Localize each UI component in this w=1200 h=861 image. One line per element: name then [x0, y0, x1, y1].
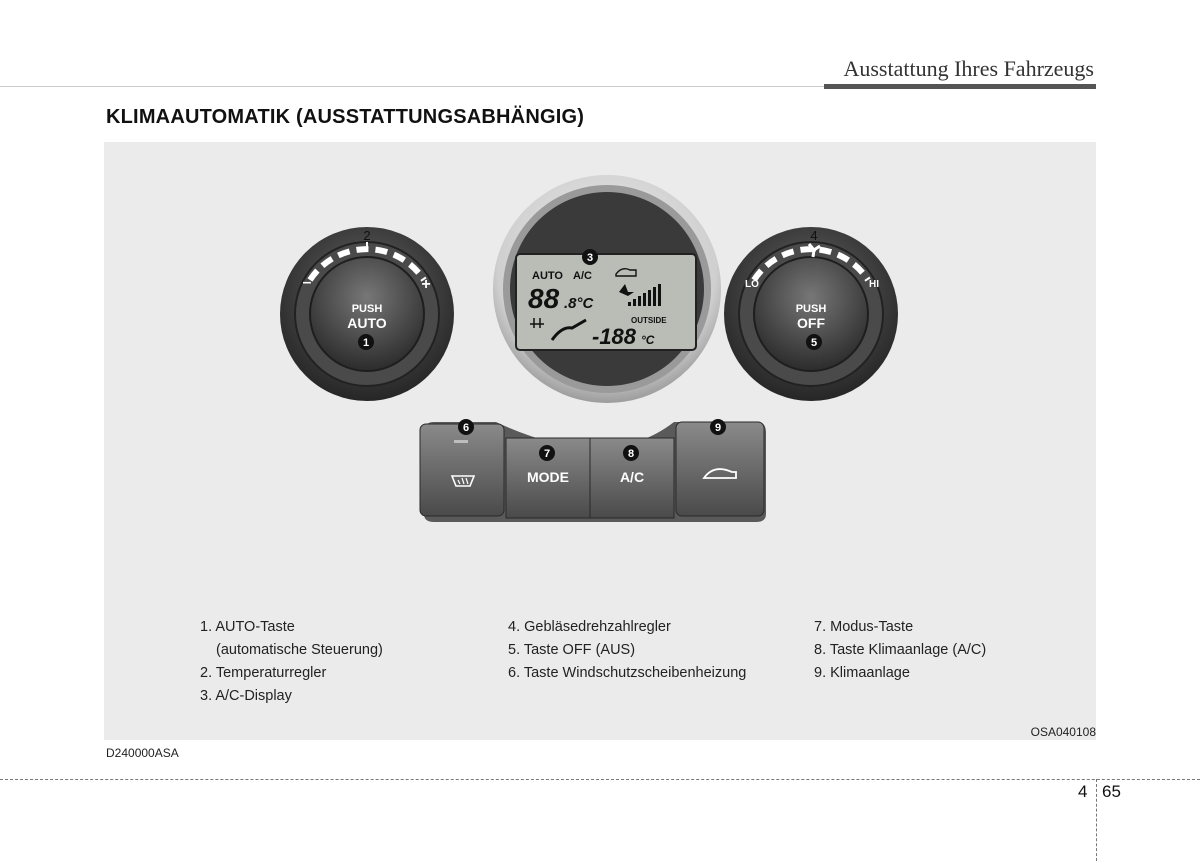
svg-text:9: 9 — [714, 422, 722, 434]
lcd-outside-unit: °C — [641, 333, 655, 347]
lcd-temp: 88 — [528, 283, 560, 314]
legend-item: 7. Modus-Taste — [814, 619, 914, 635]
legend-column-2 — [508, 616, 746, 685]
temperature-knob[interactable] — [280, 227, 454, 401]
ac-button-label: A/C — [619, 469, 645, 485]
callout-9 — [710, 419, 726, 435]
chapter-title: Ausstattung Ihres Fahrzeugs — [843, 56, 1094, 81]
header-rule — [824, 84, 1096, 89]
callout-7 — [539, 445, 555, 461]
lcd-temp-unit: .8°C — [564, 295, 594, 312]
footer-dashed-rule — [0, 779, 1200, 780]
callout-6 — [458, 419, 474, 435]
left-knob-line2: AUTO — [347, 315, 387, 331]
callout-1 — [358, 334, 374, 350]
button-bank — [420, 422, 766, 522]
figure-image-code: OSA040108 — [1030, 725, 1096, 739]
svg-text:4: 4 — [810, 228, 818, 243]
lcd-outside-temp: -188 — [592, 324, 637, 349]
legend-item: 6. Taste Windschutzscheibenheizung — [508, 665, 747, 681]
svg-text:5: 5 — [810, 337, 818, 349]
svg-text:2: 2 — [363, 228, 371, 243]
legend-column-3 — [814, 616, 986, 685]
legend-item: (automatische Steuerung) — [216, 642, 383, 658]
climate-control-figure — [104, 142, 1096, 740]
temp-minus-label: – — [302, 274, 312, 291]
svg-text:3: 3 — [586, 252, 594, 264]
legend-item: 2. Temperaturregler — [200, 665, 327, 681]
lcd-ac: A/C — [573, 270, 592, 282]
callout-3 — [582, 249, 598, 265]
right-knob-line1: PUSH — [795, 303, 827, 315]
svg-text:1: 1 — [362, 337, 370, 349]
lcd-outside-label: OUTSIDE — [631, 316, 667, 325]
fan-hi-label: HI — [869, 279, 879, 290]
legend-item: 4. Gebläsedrehzahlregler — [508, 619, 671, 635]
lcd-auto: AUTO — [532, 270, 563, 282]
page-number: 65 — [1102, 782, 1121, 801]
fan-lo-label: LO — [745, 279, 759, 290]
fan-speed-knob[interactable] — [724, 227, 898, 401]
section-title: KLIMAAUTOMATIK (AUSSTATTUNGSABHÄNGIG) — [106, 106, 585, 128]
callout-4 — [810, 228, 817, 243]
legend-item: 8. Taste Klimaanlage (A/C) — [814, 642, 987, 658]
temp-plus-label: + — [421, 276, 431, 293]
mode-button-label: MODE — [527, 469, 569, 485]
indicator-led — [454, 440, 468, 443]
legend-item: 9. Klimaanlage — [814, 665, 910, 681]
footer-dashed-divider — [1096, 779, 1097, 861]
legend-item: 5. Taste OFF (AUS) — [508, 642, 636, 658]
svg-text:8: 8 — [627, 448, 635, 460]
legend-item: 3. A/C-Display — [200, 688, 292, 704]
right-knob-line2: OFF — [797, 315, 825, 331]
legend-column-1 — [200, 616, 383, 708]
air-recirculation-button[interactable] — [676, 422, 764, 516]
svg-text:7: 7 — [543, 448, 551, 460]
left-knob-line1: PUSH — [351, 303, 383, 315]
legend-item: 1. AUTO-Taste — [200, 619, 295, 635]
svg-text:6: 6 — [462, 422, 470, 434]
document-code: D240000ASA — [106, 746, 179, 760]
windshield-defrost-button[interactable] — [420, 424, 504, 516]
ac-display — [493, 175, 721, 403]
page-chapter: 4 — [1078, 782, 1088, 801]
callout-8 — [623, 445, 639, 461]
callout-5 — [806, 334, 822, 350]
